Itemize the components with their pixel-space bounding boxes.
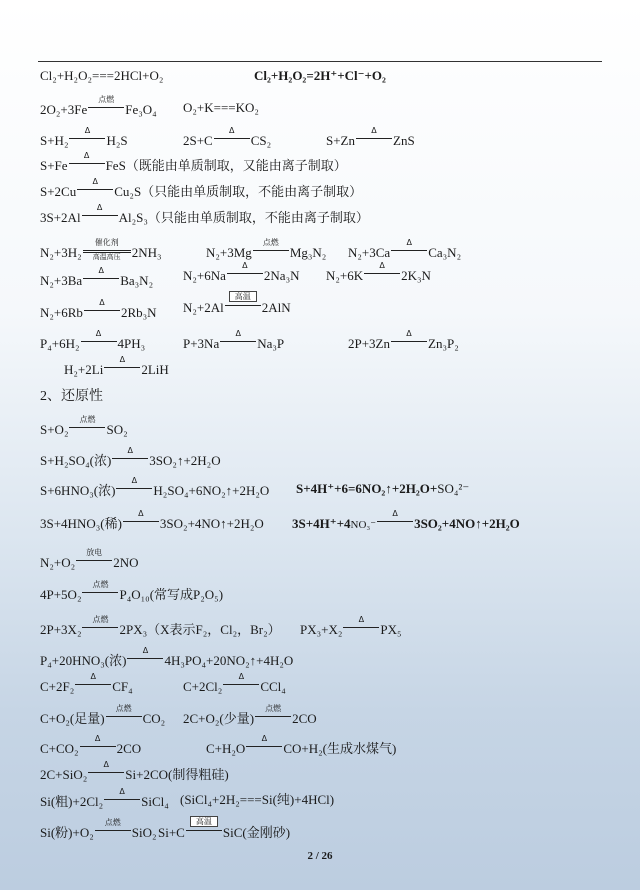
eq-s-cu: S+2Cu Δ Cu₂S（只能由单质制取，不能由离子制取） bbox=[40, 177, 363, 199]
eq-c-o2-excess: C+O₂(足量) 点燃 CO₂ bbox=[40, 704, 166, 726]
eq-fe-o2: 2O₂+3Fe 点燃 Fe₃O₄ bbox=[40, 95, 157, 117]
eq-s-h2: S+H₂ Δ H₂S bbox=[40, 126, 128, 148]
eq-s-o2: S+O₂ 点燃 SO₂ bbox=[40, 415, 128, 437]
eq-px3-x2: PX₃+X₂ Δ PX₅ bbox=[300, 615, 402, 637]
eq-s-zn: S+Zn Δ ZnS bbox=[326, 126, 415, 148]
eq-n2-ca: N₂+3Ca Δ Ca₃N₂ bbox=[348, 238, 462, 260]
eq-s-c: 2S+C Δ CS₂ bbox=[183, 126, 272, 148]
eq-s-hno3-dil: 3S+4HNO₃(稀) Δ 3SO₂+4NO↑+2H₂O bbox=[40, 509, 264, 531]
eq-cl2-h2o2: Cl₂+H₂O₂===2HCl+O₂ bbox=[40, 68, 164, 83]
eq-h2-li: H₂+2Li Δ 2LiH bbox=[64, 355, 169, 377]
eq-n2-al: N₂+2Al 高温 2AlN bbox=[183, 292, 291, 315]
eq-c-sio2: 2C+SiO₂ Δ Si+2CO(制得粗硅) bbox=[40, 760, 229, 782]
eq-s-h2so4: S+H₂SO₄(浓) Δ 3SO₂↑+2H₂O bbox=[40, 446, 221, 468]
eq-p4-h2: P₄+6H₂ Δ 4PH₃ bbox=[40, 329, 146, 351]
eq-p-zn: 2P+3Zn Δ Zn₃P₂ bbox=[348, 329, 459, 351]
eq-n2-ba: N₂+3Ba Δ Ba₃N₂ bbox=[40, 266, 154, 288]
eq-p-o2: 4P+5O₂ 点燃 P₄O₁₀(常写成P₂O₅) bbox=[40, 580, 224, 602]
eq-s-hno3-dil-ionic: 3S+4H⁺+4NO₃⁻ Δ 3SO₂+4NO↑+2H₂O bbox=[292, 509, 520, 531]
page-number: 2 / 26 bbox=[307, 850, 333, 862]
eq-c-cl2: C+2Cl₂ Δ CCl₄ bbox=[183, 672, 286, 694]
eq-si-o2: Si(粉)+O₂ 点燃 SiO₂ bbox=[40, 818, 157, 840]
eq-n2-k: N₂+6K Δ 2K₃N bbox=[326, 261, 431, 283]
eq-n2-h2: N₂+3H₂ 催化剂 高温高压 2NH₃ bbox=[40, 238, 162, 261]
eq-c-h2o: C+H₂O Δ CO+H₂(生成水煤气) bbox=[206, 734, 397, 756]
eq-p-x2: 2P+3X₂ 点燃 2PX₃（X表示F₂，Cl₂，Br₂） bbox=[40, 615, 281, 637]
eq-si-cl2: Si(粗)+2Cl₂ Δ SiCl₄ bbox=[40, 787, 169, 809]
section-heading: 2、还原性 bbox=[40, 389, 103, 404]
eq-s-hno3-ionic: S+4H⁺+6=6NO₂↑+2H₂O+SO₄²⁻ bbox=[296, 481, 470, 496]
eq-n2-rb: N₂+6Rb Δ 2Rb₃N bbox=[40, 298, 157, 320]
eq-si-c: Si+C 高温 SiC(金刚砂) bbox=[158, 817, 291, 840]
header-rule bbox=[38, 61, 602, 62]
eq-s-al: 3S+2Al Δ Al₂S₃（只能由单质制取，不能由离子制取） bbox=[40, 203, 369, 225]
eq-cl2-h2o2-ionic: Cl₂+H₂O₂=2H⁺+Cl⁻+O₂ bbox=[254, 68, 386, 83]
eq-n2-o2: N₂+O₂ 放电 2NO bbox=[40, 548, 139, 570]
eq-p-na: P+3Na Δ Na₃P bbox=[183, 329, 285, 351]
eq-s-hno3-conc: S+6HNO₃(浓) Δ H₂SO₄+6NO₂↑+2H₂O bbox=[40, 476, 270, 498]
eq-sicl4-h2: (SiCl₄+2H₂===Si(纯)+4HCl) bbox=[180, 792, 335, 807]
eq-s-fe: S+Fe Δ FeS（既能由单质制取，又能由离子制取） bbox=[40, 151, 347, 173]
eq-n2-mg: N₂+3Mg 点燃 Mg₃N₂ bbox=[206, 238, 327, 260]
eq-c-co2: C+CO₂ Δ 2CO bbox=[40, 734, 142, 756]
eq-c-f2: C+2F₂ Δ CF₄ bbox=[40, 672, 133, 694]
eq-k-o2: O₂+K===KO₂ bbox=[183, 100, 259, 115]
eq-n2-na: N₂+6Na Δ 2Na₃N bbox=[183, 261, 300, 283]
eq-p4-hno3: P₄+20HNO₃(浓) Δ 4H₃PO₄+20NO₂↑+4H₂O bbox=[40, 646, 294, 668]
eq-c-o2-limited: 2C+O₂(少量) 点燃 2CO bbox=[183, 704, 317, 726]
